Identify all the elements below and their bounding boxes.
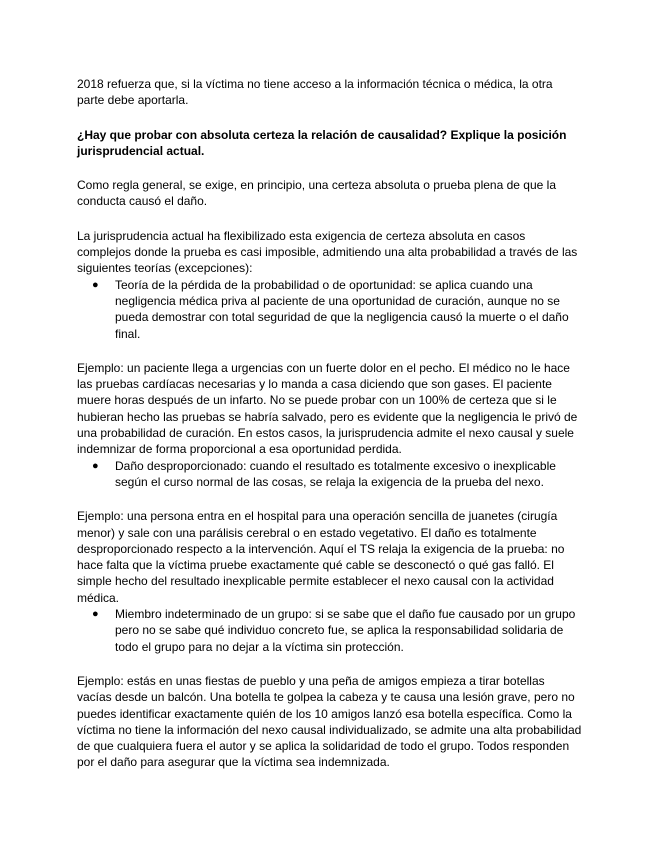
bullet-icon: ●	[92, 608, 99, 621]
example-1-paragraph: Ejemplo: un paciente llega a urgencias con un fuerte dolor en el pecho. El médico no le hace las pruebas cardíacas necesarias y lo manda a casa diciendo que son gases. El paciente muere horas después de un infarto. No se puede probar con un 100% de certeza que si le hubieran hecho las pruebas se habría salvado, pero es evidente que la negligencia le privó de una probabilidad de curación. En estos casos, la jurisprudencia admite el nexo causal y suele indemnizar de forma proporcional a esa oportunidad perdida.	[77, 360, 578, 457]
exceptions-list-1	[77, 277, 582, 342]
group-member-theory: Miembro indeterminado de un grupo: si se sabe que el daño fue causado por un grupo pero no se sabe qué individuo concreto fue, se aplica la responsabilidad solidaria de todo el grupo para no dejar a la víctima sin protección.	[115, 607, 576, 654]
list-item	[77, 606, 582, 655]
question-heading: ¿Hay que probar con absoluta certeza la relación de causalidad? Explique la posición jurisprudencial actual.	[77, 127, 567, 158]
lost-opportunity-theory: Teoría de la pérdida de la probabilidad o de oportunidad: se aplica cuando una negligencia médica priva al paciente de una oportunidad de curación, aunque no se pueda demostrar con total seguridad de que la negligencia causó la muerte o el daño final.	[115, 277, 569, 341]
example-2-paragraph: Ejemplo: una persona entra en el hospital para una operación sencilla de juanetes (cirugía menor) y sale con una parálisis cerebral o en estado vegetativo. El daño es totalmente desproporcionado respecto a la intervención. Aquí el TS relaja la exigencia de la prueba: no hace falta que la víctima pruebe exactamente qué cable se desconectó o qué gas falló. El simple hecho del resultado inexplicable permite establecer el nexo causal con la actividad médica.	[77, 509, 565, 605]
disproportionate-damage-theory: Daño desproporcionado: cuando el resultado es totalmente excesivo o inexplicable según el curso normal de las cosas, se relaja la exigencia de la prueba del nexo.	[115, 458, 556, 489]
list-item	[77, 277, 582, 342]
intro-paragraph: 2018 refuerza que, si la víctima no tiene acceso a la información técnica o médica, la otra parte debe aportarla.	[77, 77, 553, 108]
exceptions-list-2	[77, 458, 582, 491]
list-item	[77, 458, 582, 491]
general-rule-paragraph: Como regla general, se exige, en principio, una certeza absoluta o prueba plena de que la conducta causó el daño.	[77, 178, 556, 209]
bullet-icon: ●	[92, 459, 99, 472]
document-page	[77, 76, 582, 771]
example-3-paragraph: Ejemplo: estás en unas fiestas de pueblo y una peña de amigos empieza a tirar botellas vacías desde un balcón. Una botella te golpea la cabeza y te causa una lesión grave, pero no puedes identificar exactamente quién de los 10 amigos lanzó esa botella específica. Como la víctima no tiene la información del nexo causal individualizado, se admite una alta probabilidad de que cualquiera fuera el autor y se aplica la solidaridad de todo el grupo. Todos responden por el daño para asegurar que la víctima sea indemnizada.	[77, 673, 582, 770]
flexibilization-paragraph: La jurisprudencia actual ha flexibilizado esta exigencia de certeza absoluta en casos complejos donde la prueba es casi imposible, admitiendo una alta probabilidad a través de las siguientes teorías (excepciones):	[77, 228, 578, 276]
bullet-icon: ●	[92, 278, 99, 291]
exceptions-list-3	[77, 606, 582, 655]
